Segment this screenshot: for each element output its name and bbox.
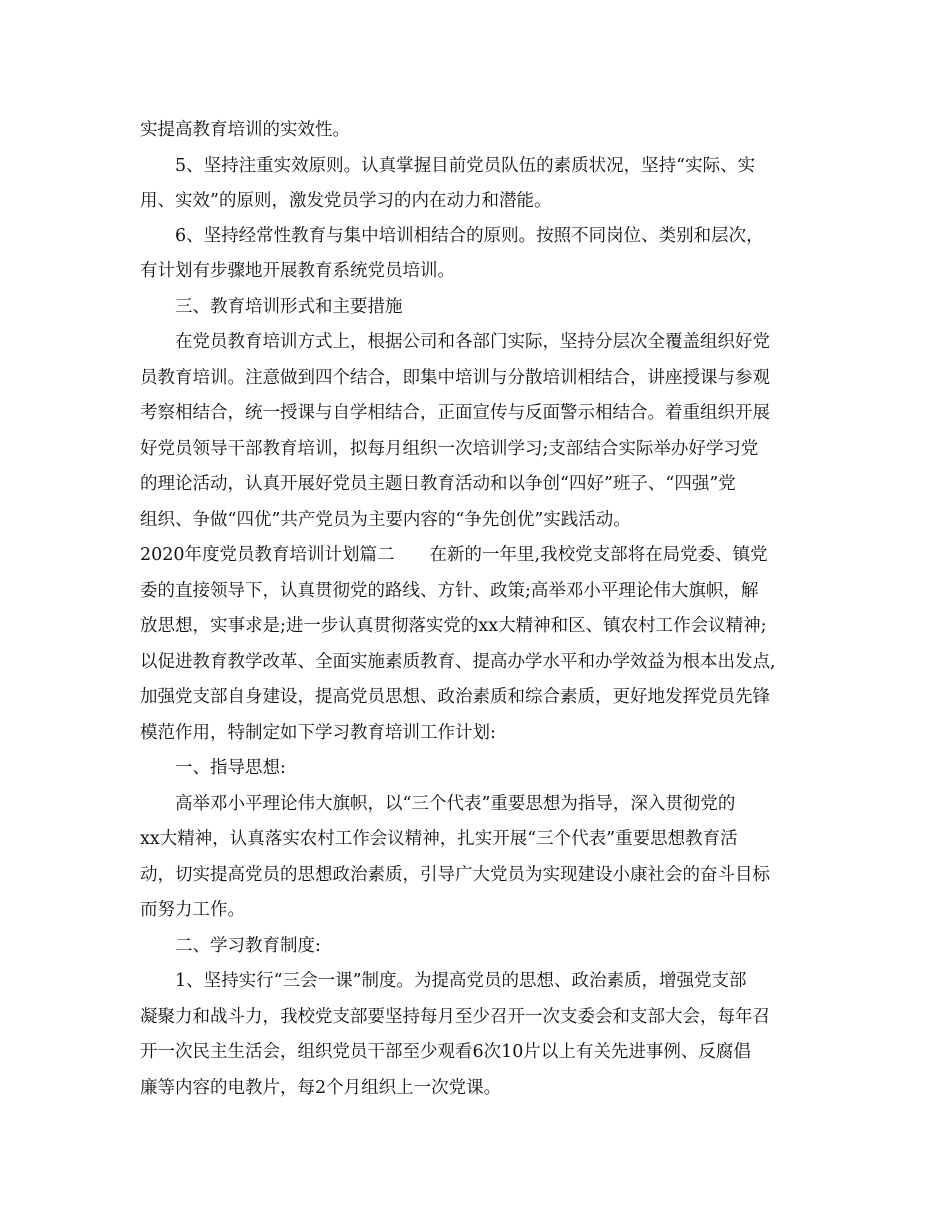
text-line: 动，切实提高党员的思想政治素质，引导广大党员为实现建设小康社会的奋斗目标	[140, 865, 770, 885]
section-heading: 二、学习教育制度:	[175, 936, 321, 956]
text-line: 加强党支部自身建设，提高党员思想、政治素质和综合素质，更好地发挥党员先锋	[140, 687, 770, 707]
text-line: 开一次民主生活会，组织党员干部至少观看6次10片以上有关先进事例、反腐倡	[140, 1042, 751, 1062]
text-line: 而努力工作。	[140, 900, 245, 920]
text-line: 在党员教育培训方式上，根据公司和各部门实际，坚持分层次全覆盖组织好党	[175, 332, 770, 352]
text-line: 放思想，实事求是;进一步认真贯彻落实党的xx大精神和区、镇农村工作会议精神;	[140, 616, 767, 636]
text-line: 组织、争做“四优”共产党员为主要内容的“争先创优”实践活动。	[140, 510, 631, 530]
text-line: 模范作用，特制定如下学习教育培训工作计划:	[140, 723, 496, 743]
text-line: 1、坚持实行“三会一课”制度。为提高党员的思想、政治素质，增强党支部	[175, 971, 747, 991]
text-line: 以促进教育教学改革、全面实施素质教育、提高办学水平和办学效益为根本出发点,	[140, 652, 776, 672]
text-line: 5、坚持注重实效原则。认真掌握目前党员队伍的素质状况，坚持“实际、实	[175, 156, 756, 176]
text-line: 凝聚力和战斗力，我校党支部要坚持每月至少召开一次支委会和支部大会，每年召	[140, 1007, 770, 1027]
text-line: 用、实效”的原则，激发党员学习的内在动力和潜能。	[140, 191, 552, 211]
text-line: 廉等内容的电教片，每2个月组织上一次党课。	[140, 1078, 502, 1098]
text-line: 委的直接领导下，认真贯彻党的路线、方针、政策;高举邓小平理论伟大旗帜，解	[140, 581, 759, 601]
section-heading: 一、指导思想:	[175, 758, 286, 778]
text-line: 考察相结合，统一授课与自学相结合，正面宣传与反面警示相结合。着重组织开展	[140, 403, 770, 423]
text-line: 2020年度党员教育培训计划篇二 在新的一年里,我校党支部将在局党委、镇党	[140, 545, 768, 565]
text-line: 实提高教育培训的实效性。	[140, 120, 350, 140]
section-heading: 三、教育培训形式和主要措施	[175, 297, 403, 317]
text-line: 的理论活动，认真开展好党员主题日教育活动和以争创“四好”班子、“四强”党	[140, 474, 736, 494]
text-line: 高举邓小平理论伟大旗帜，以“三个代表”重要思想为指导，深入贯彻党的	[175, 794, 736, 814]
text-line: 好党员领导干部教育培训，拟每月组织一次培训学习;支部结合实际举办好学习党	[140, 439, 759, 459]
text-line: 6、坚持经常性教育与集中培训相结合的原则。按照不同岗位、类别和层次，	[175, 226, 764, 246]
text-line: xx大精神，认真落实农村工作会议精神，扎实开展“三个代表”重要思想教育活	[140, 829, 738, 849]
text-line: 员教育培训。注意做到四个结合，即集中培训与分散培训相结合，讲座授课与参观	[140, 368, 770, 388]
text-line: 有计划有步骤地开展教育系统党员培训。	[140, 261, 455, 281]
